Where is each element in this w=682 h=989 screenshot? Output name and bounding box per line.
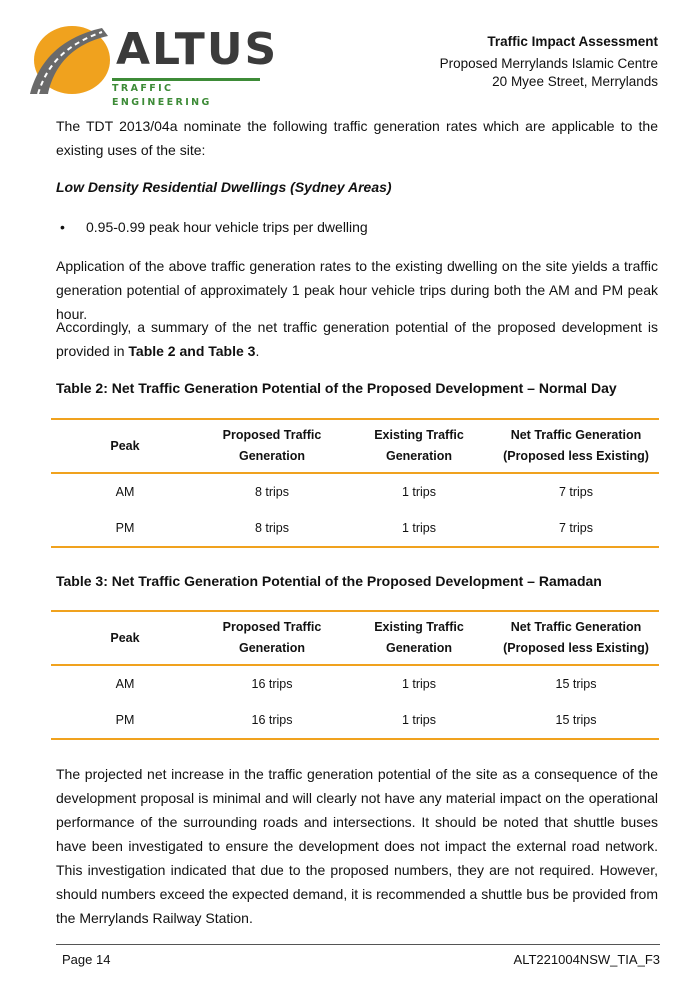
table-cell: AM xyxy=(115,677,135,691)
table2 xyxy=(51,418,659,548)
bullet-text: 0.95-0.99 peak hour vehicle trips per dwelling xyxy=(86,219,368,235)
logo-wordmark: ALTUS xyxy=(116,24,279,75)
table-cell: 15 trips xyxy=(555,713,597,727)
road-swoosh-icon xyxy=(28,24,112,98)
table-cell: 1 trips xyxy=(401,485,437,499)
document-header xyxy=(440,33,658,91)
header-proposed: Proposed Traffic Generation xyxy=(222,620,322,655)
intro-paragraph: The TDT 2013/04a nominate the following traffic generation rates which are applicable to the existing uses of the site: xyxy=(56,118,658,158)
table-cell: 7 trips xyxy=(558,521,594,535)
conclusion-paragraph: The projected net increase in the traffic generation potential of the site as a consequence of the development proposal is minimal and will clearly not have any material impact on the operational performance of the surrounding roads and intersections. It should be noted that shuttle buses have been investigated to ensure the development does not impact the external road network. This investigation indicated that due to the proposed numbers, they are not required. However, should numbers exceed the expected demand, it is recommended a shuttle bus be provided from the Merrylands Railway Station. xyxy=(56,766,658,926)
project-name: Proposed Merrylands Islamic Centre xyxy=(439,56,658,71)
table-cell: 1 trips xyxy=(401,521,437,535)
land-use-subheading: Low Density Residential Dwellings (Sydney Areas) xyxy=(56,179,392,195)
table-cell: 1 trips xyxy=(401,713,437,727)
table-cell: 16 trips xyxy=(251,713,293,727)
header-net: Net Traffic Generation (Proposed less Existing) xyxy=(503,620,649,655)
header-existing: Existing Traffic Generation xyxy=(374,620,464,655)
table-cell: 1 trips xyxy=(401,677,437,691)
header-peak: Peak xyxy=(110,438,140,453)
altus-logo xyxy=(28,24,279,108)
footer-divider xyxy=(56,944,660,945)
logo-tagline: TRAFFIC ENGINEERING xyxy=(112,83,212,108)
header-peak: Peak xyxy=(110,630,140,645)
header-proposed: Proposed Traffic Generation xyxy=(222,428,322,463)
table-cell: PM xyxy=(115,713,135,727)
logo-rule xyxy=(112,78,260,81)
table-cell: 16 trips xyxy=(251,677,293,691)
table-cell: PM xyxy=(115,521,135,535)
table-header-row xyxy=(51,611,659,665)
table-cell: 15 trips xyxy=(555,677,597,691)
bullet-item xyxy=(60,217,368,237)
bullet-icon: • xyxy=(60,219,65,235)
project-address: 20 Myee Street, Merrylands xyxy=(492,74,658,89)
summary-text: Accordingly, a summary of the net traffic generation potential of the proposed development is provided in xyxy=(56,319,658,359)
table-cell: 8 trips xyxy=(254,521,290,535)
document-type: Traffic Impact Assessment xyxy=(487,34,658,49)
table-row xyxy=(51,473,659,510)
header-existing: Existing Traffic Generation xyxy=(374,428,464,463)
table-cell: 8 trips xyxy=(254,485,290,499)
table3-caption: Table 3: Net Traffic Generation Potential of the Proposed Development – Ramadan xyxy=(56,573,602,589)
table-cell: AM xyxy=(115,485,135,499)
table-header-row xyxy=(51,419,659,473)
table-reference: Table 2 and Table 3 xyxy=(128,343,256,359)
header-net: Net Traffic Generation (Proposed less Existing) xyxy=(503,428,649,463)
table2-caption: Table 2: Net Traffic Generation Potential of the Proposed Development – Normal Day xyxy=(56,380,617,396)
document-reference: ALT221004NSW_TIA_F3 xyxy=(513,952,660,967)
table-row xyxy=(51,665,659,702)
table3 xyxy=(51,610,659,740)
summary-paragraph xyxy=(56,315,658,363)
table-row xyxy=(51,510,659,547)
rate-application-paragraph: Application of the above traffic generation rates to the existing dwelling on the site yields a traffic generation potential of approximately 1 peak hour vehicle trips during both the AM and PM peak hour. xyxy=(56,258,658,322)
page-number: Page 14 xyxy=(62,952,111,967)
summary-end: . xyxy=(255,343,260,359)
table-row xyxy=(51,702,659,739)
table-cell: 7 trips xyxy=(558,485,594,499)
